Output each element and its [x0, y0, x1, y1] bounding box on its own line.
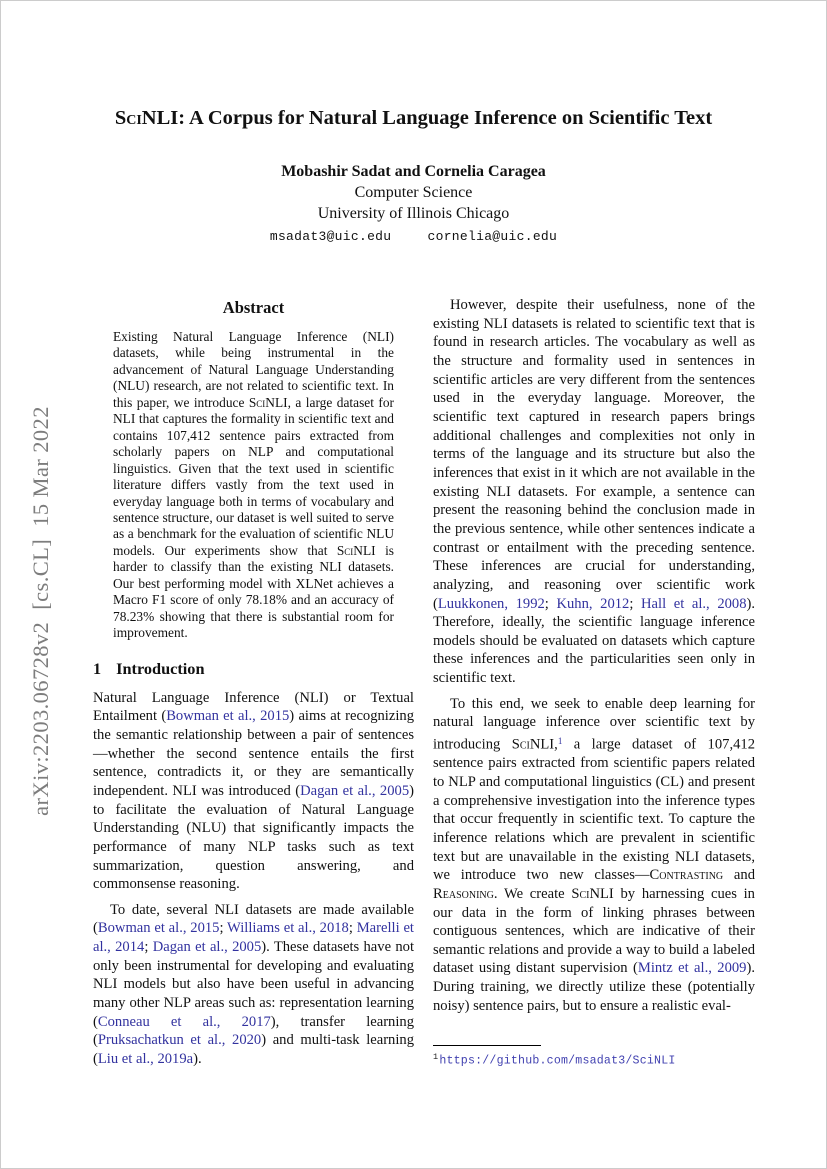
citation-link[interactable]: Dagan et al., 2005	[152, 939, 262, 956]
author-names: Mobashir Sadat and Cornelia Caragea	[281, 163, 546, 180]
smallcaps-text: Contrasting	[649, 867, 724, 884]
text-run: ;	[629, 595, 642, 612]
smallcaps-text: SciNLI	[114, 107, 179, 129]
text-run: To this end, we seek to enable deep learning for natural language inference over scientific text by introducing	[433, 695, 755, 753]
footnote-url-link[interactable]: https://github.com/msadat3/SciNLI	[439, 1054, 676, 1068]
text-run: ) and multi-task learning (	[93, 1032, 415, 1068]
affiliation-university: University of Illinois Chicago	[317, 205, 510, 222]
citation-link[interactable]: Pruksachatkun et al., 2020	[97, 1032, 262, 1049]
paper-title	[1, 107, 826, 130]
right-column	[433, 296, 755, 1015]
citation-link[interactable]: Liu et al., 2019a	[97, 1051, 194, 1068]
introduction-paragraphs	[93, 689, 414, 1069]
text-run: ). During training, we directly utilize these (potentially noisy) sentence pairs, but to ensure a realistic eval-	[433, 960, 755, 1014]
text-run: ,	[554, 736, 558, 753]
citation-link[interactable]: Marelli et al., 2014	[93, 920, 414, 956]
section-number: 1	[93, 658, 102, 678]
affiliation-department: Computer Science	[354, 184, 473, 201]
text-run: ). Therefore, ideally, the scientific language inference models should be evaluated on datasets which capture these inferences and the particularities seen only in scientific text.	[433, 595, 756, 687]
smallcaps-text: SciNLI	[336, 542, 376, 558]
text-run: and	[723, 867, 755, 884]
smallcaps-text: SciNLI	[571, 885, 614, 902]
email-address: msadat3@uic.edu	[269, 229, 392, 244]
text-run: ). These datasets have not only been instrumental for developing and evaluating NLI models but also have been useful in advancing many other NLP areas such as: representation learning (	[93, 939, 415, 1030]
text-run: by harnessing cues in our data in the form of linking phrases between contiguous sentences, which are indicative of their semantic relations and provide a way to build a labeled dataset using distant supervision (	[433, 885, 755, 977]
paragraph	[93, 901, 414, 1069]
text-run: However, despite their usefulness, none of the existing NLI datasets is related to scientific text that is found in research articles. The vocabulary as well as the structure and formality used in sentences in scientific articles are very different from the sentences used in the everyday language. Moreover, the scientific text captured in research papers brings additional challenges and complexities not only in terms of the language and its structure but also the inferences that exist in it which are not available in the existing NLI datasets. For example, a sentence can present the reasoning behind the conclusion made in the previous sentence, while other sentences indicate a contrast or entailment with the preceding sentence. These inferences are crucial for understanding, analyzing, and reasoning over scientific work (	[433, 297, 755, 612]
right-column-paragraphs	[433, 296, 755, 1015]
citation-link[interactable]: Bowman et al., 2015	[166, 708, 290, 725]
text-run: . We create	[493, 885, 572, 902]
smallcaps-text: SciNLI	[511, 736, 555, 753]
text-run: ).	[193, 1051, 202, 1068]
paragraph	[433, 695, 755, 1016]
text-run: ) aims at recognizing the semantic relationship between a pair of sentences—whether the second sentence entails the first sentence, contradicts it, or they are semantically independent. NLI was introduced (	[93, 708, 414, 799]
citation-link[interactable]: Williams et al., 2018	[227, 920, 349, 937]
smallcaps-text: SciNLI	[248, 394, 288, 410]
paragraph	[93, 689, 414, 894]
text-run: , a large dataset for NLI that captures the formality in scientific text and contains 107,412 sentence pairs extracted from scholarly papers on NLP and computational linguistics. Given that the text used in scientific literature differs vastly from the text used in everyday language both in terms of vocabulary and sentence structure, our dataset is well suited to serve as a benchmark for the evaluation of scientific NLU models. Our experiments show that	[113, 394, 395, 558]
text-run: ;	[348, 920, 357, 937]
authors-block	[1, 161, 826, 247]
smallcaps-text: Reasoning	[433, 885, 494, 902]
citation-link[interactable]: Mintz et al., 2009	[637, 960, 747, 977]
text-run: ) to facilitate the evaluation of Natural Language Understanding (NLU) that significantly impacts the performance of many NLP tasks such as text summarization, question answering, and commonsense reasoning.	[93, 782, 414, 893]
text-run: ), transfer learning (	[93, 1013, 415, 1049]
arxiv-watermark: arXiv:2203.06728v2 [cs.CL] 15 Mar 2022	[28, 406, 53, 816]
citation-link[interactable]: Hall et al., 2008	[641, 595, 747, 612]
citation-link[interactable]: Bowman et al., 2015	[97, 920, 220, 937]
footnote-block	[433, 1045, 755, 1068]
abstract-heading: Abstract	[222, 298, 285, 317]
text-run: Existing Natural Language Inference (NLI) datasets, while being instrumental in the advancement of Natural Language Understanding (NLU) research, are not related to scientific text. In this paper, we introduce	[113, 329, 394, 410]
text-run: a large dataset of 107,412 sentence pairs extracted from scientific papers related to NLP and computational linguistics (CL) and present a comprehensive investigation into the inference types that occur frequently in scientific text. To capture the inference relations which are prevalent in scientific text but are unavailable in the existing NLI datasets, we introduce two new classes—	[433, 736, 755, 884]
author-emails	[1, 226, 826, 247]
citation-link[interactable]: Kuhn, 2012	[556, 595, 630, 612]
text-run: ;	[144, 939, 153, 956]
section-heading-introduction	[93, 659, 414, 679]
footnote-marker: 1	[433, 1052, 439, 1062]
text-run: To date, several NLI datasets are made available (	[93, 901, 414, 937]
text-run: : A Corpus for Natural Language Inference on Scientific Text	[178, 107, 713, 129]
footnote-rule	[433, 1045, 541, 1046]
footnote	[433, 1052, 755, 1068]
citation-link[interactable]: Luukkonen, 1992	[437, 595, 545, 612]
citation-link[interactable]: Dagan et al., 2005	[300, 782, 410, 799]
abstract-text	[113, 329, 394, 642]
left-column	[93, 296, 414, 1069]
text-run: Natural Language Inference (NLI) or Textual Entailment (	[93, 689, 414, 725]
email-address: cornelia@uic.edu	[427, 229, 558, 244]
footnote-ref[interactable]: 1	[557, 736, 563, 747]
paragraph	[433, 296, 755, 688]
text-run: ;	[544, 595, 557, 612]
text-run: ;	[219, 920, 228, 937]
text-run: is harder to classify than the existing NLI datasets. Our best performing model with XLNet achieves a Macro F1 score of only 78.18% and an accuracy of 78.23% showing that there is substantial room for improvement.	[113, 542, 394, 641]
citation-link[interactable]: Conneau et al., 2017	[97, 1013, 271, 1030]
section-title: Introduction	[116, 658, 205, 678]
